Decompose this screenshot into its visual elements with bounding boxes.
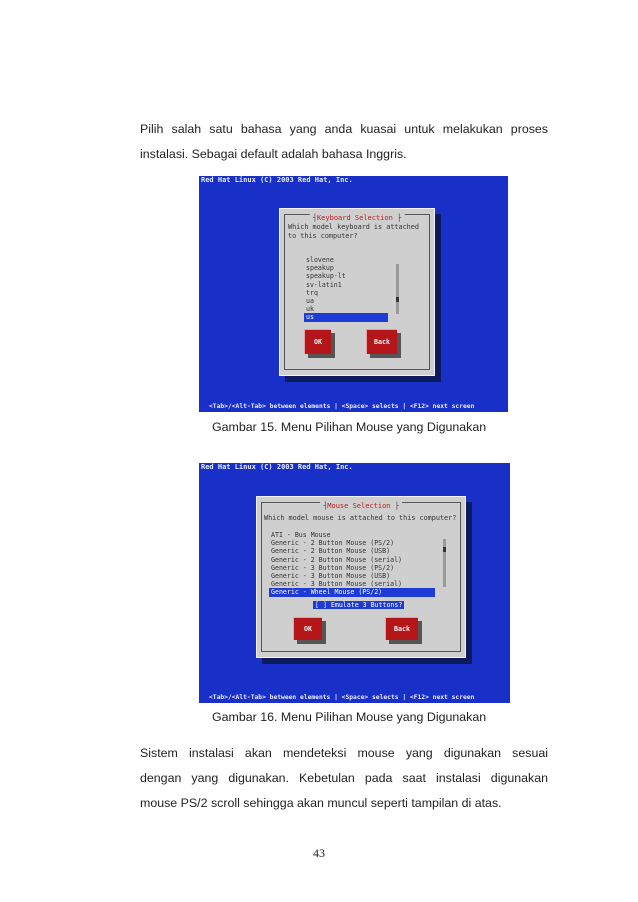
list-item[interactable]: Generic - 2 Button Mouse (USB) bbox=[271, 547, 391, 556]
closing-line-3: mouse PS/2 scroll sehingga akan muncul seperti tampilan di atas. bbox=[140, 796, 502, 810]
list-item[interactable]: speakup-lt bbox=[306, 272, 346, 281]
keyboard-option-list[interactable] bbox=[304, 256, 388, 322]
mouse-option-list[interactable] bbox=[269, 531, 435, 597]
screen-help-bar: <Tab>/<Alt-Tab> between elements | <Space> selects | <F12> next screen bbox=[209, 694, 475, 701]
list-item[interactable]: sv-latin1 bbox=[306, 280, 342, 289]
list-item-selected[interactable]: us bbox=[304, 313, 388, 321]
dialog-title: ┤ Keyboard Selection ├ bbox=[310, 214, 405, 223]
dialog-title: ┤ Mouse Selection ├ bbox=[320, 502, 402, 511]
ok-button[interactable]: OK bbox=[293, 617, 322, 640]
figure-16-caption: Gambar 16. Menu Pilihan Mouse yang Digunakan bbox=[212, 710, 487, 724]
figure-16-screenshot bbox=[199, 463, 510, 703]
scrollbar-thumb[interactable] bbox=[443, 547, 446, 552]
back-button[interactable]: Back bbox=[366, 329, 397, 354]
intro-line-1: Pilih salah satu bahasa yang anda kuasai untuk melakukan proses bbox=[140, 122, 548, 136]
list-item[interactable]: slovene bbox=[306, 256, 334, 264]
dialog-question: Which model mouse is attached to this computer? bbox=[264, 514, 457, 522]
list-item[interactable]: Generic - 2 Button Mouse (PS/2) bbox=[271, 539, 395, 548]
list-item[interactable]: trq bbox=[306, 288, 318, 297]
emulate-3-buttons-checkbox[interactable]: [ ] Emulate 3 Buttons? bbox=[315, 601, 403, 609]
screen-help-bar: <Tab>/<Alt-Tab> between elements | <Space> selects | <F12> next screen bbox=[209, 403, 475, 410]
closing-line-1: Sistem instalasi akan mendeteksi mouse yang digunakan sesuai bbox=[140, 746, 548, 760]
keyboard-selection-dialog bbox=[279, 208, 435, 376]
list-scrollbar[interactable] bbox=[396, 264, 399, 314]
screen-title-bar: Red Hat Linux (C) 2003 Red Hat, Inc. bbox=[201, 463, 353, 471]
list-item[interactable]: Generic - 2 Button Mouse (serial) bbox=[271, 555, 403, 564]
list-item[interactable]: speakup bbox=[306, 264, 334, 273]
figure-15-screenshot bbox=[199, 176, 508, 412]
closing-line-2: dengan yang digunakan. Kebetulan pada saat instalasi digunakan bbox=[140, 771, 548, 785]
intro-line-2: instalasi. Sebagai default adalah bahasa Inggris. bbox=[140, 147, 407, 161]
back-button[interactable]: Back bbox=[385, 617, 418, 640]
closing-paragraph bbox=[140, 741, 548, 816]
mouse-selection-dialog bbox=[256, 496, 466, 658]
list-item[interactable]: uk bbox=[306, 305, 314, 314]
dialog-question: Which model keyboard is attached to this computer? bbox=[288, 223, 419, 240]
list-item[interactable]: ATI - Bus Mouse bbox=[271, 531, 331, 539]
list-item[interactable]: Generic - 3 Button Mouse (PS/2) bbox=[271, 563, 395, 572]
list-item[interactable]: Generic - 3 Button Mouse (USB) bbox=[271, 571, 391, 580]
screen-title-bar: Red Hat Linux (C) 2003 Red Hat, Inc. bbox=[201, 176, 353, 184]
list-item[interactable]: ua bbox=[306, 296, 314, 305]
figure-15-caption: Gambar 15. Menu Pilihan Mouse yang Digunakan bbox=[212, 420, 487, 434]
ok-button[interactable]: OK bbox=[304, 329, 331, 354]
intro-paragraph bbox=[140, 117, 548, 167]
list-item-selected[interactable]: Generic - Wheel Mouse (PS/2) bbox=[269, 588, 435, 596]
page-number: 43 bbox=[313, 846, 325, 860]
list-item[interactable]: Generic - 3 Button Mouse (serial) bbox=[271, 580, 403, 589]
scrollbar-thumb[interactable] bbox=[396, 297, 399, 302]
